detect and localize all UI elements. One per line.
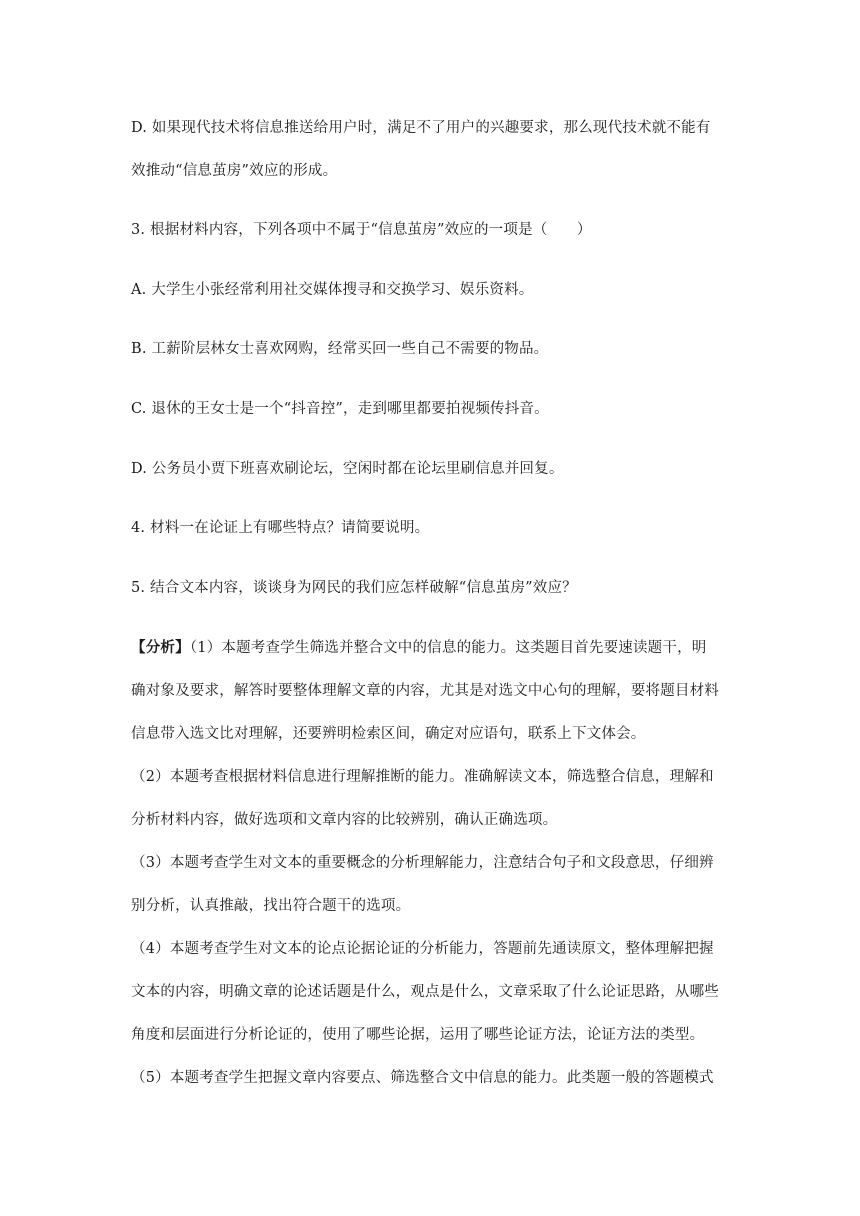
analysis-label: 【分析】 <box>131 639 190 656</box>
question-3: 3. 根据材料内容，下列各项中不属于“信息茧房”效应的一项是（ ） <box>131 222 592 238</box>
question-5: 5. 结合文本内容，谈谈身为网民的我们应怎样破解“信息茧房”效应？ <box>131 580 577 596</box>
analysis-line-6: （3）本题考查学生对文本的重要概念的分析理解能力，注意结合句子和文段意思，仔细辨 <box>131 855 714 871</box>
analysis-line-4: （2）本题考查根据材料信息进行理解推断的能力。准确解读文本，筛选整合信息，理解和 <box>131 769 714 785</box>
option-d-line-1: D. 如果现代技术将信息推送给用户时，满足不了用户的兴趣要求，那么现代技术就不能有 <box>131 120 711 136</box>
analysis-line-10: 角度和层面进行分析论证的，使用了哪些论据，运用了哪些论证方法，论证方法的类型。 <box>131 1027 705 1043</box>
question-4: 4. 材料一在论证上有哪些特点？请简要说明。 <box>131 520 430 536</box>
analysis-line-9: 文本的内容，明确文章的论述话题是什么，观点是什么，文章采取了什么论证思路，从哪些 <box>131 984 719 1000</box>
analysis-line-11: （5）本题考查学生把握文章内容要点、筛选整合文中信息的能力。此类题一般的答题模式 <box>131 1070 714 1086</box>
option-d-line-2: 效推动“信息茧房”效应的形成。 <box>131 163 338 179</box>
option-a: A. 大学生小张经常利用社交媒体搜寻和交换学习、娱乐资料。 <box>131 282 534 298</box>
option-c: C. 退休的王女士是一个“抖音控”，走到哪里都要拍视频传抖音。 <box>131 401 549 417</box>
analysis-line-1 <box>131 638 707 658</box>
analysis-line-8: （4）本题考查学生对文本的论点论据论证的分析能力，答题前先通读原文，整体理解把握 <box>131 941 714 957</box>
option-b: B. 工薪阶层林女士喜欢网购，经常买回一些自己不需要的物品。 <box>131 341 549 357</box>
analysis-line-3: 信息带入选文比对理解，还要辨明检索区间，确定对应语句，联系上下文体会。 <box>131 726 646 742</box>
analysis-line-7: 别分析，认真推敲，找出符合题干的选项。 <box>131 898 411 914</box>
analysis-line-5: 分析材料内容，做好选项和文章内容的比较辨别，确认正确选项。 <box>131 812 558 828</box>
analysis-line-2: 确对象及要求，解答时要整体理解文章的内容，尤其是对选文中心句的理解，要将题目材料 <box>131 683 719 699</box>
analysis-text-1: （1）本题考查学生筛选并整合文中的信息的能力。这类题目首先要速读题干，明 <box>189 640 707 656</box>
option-d: D. 公务员小贾下班喜欢刷论坛，空闲时都在论坛里刷信息并回复。 <box>131 461 564 477</box>
